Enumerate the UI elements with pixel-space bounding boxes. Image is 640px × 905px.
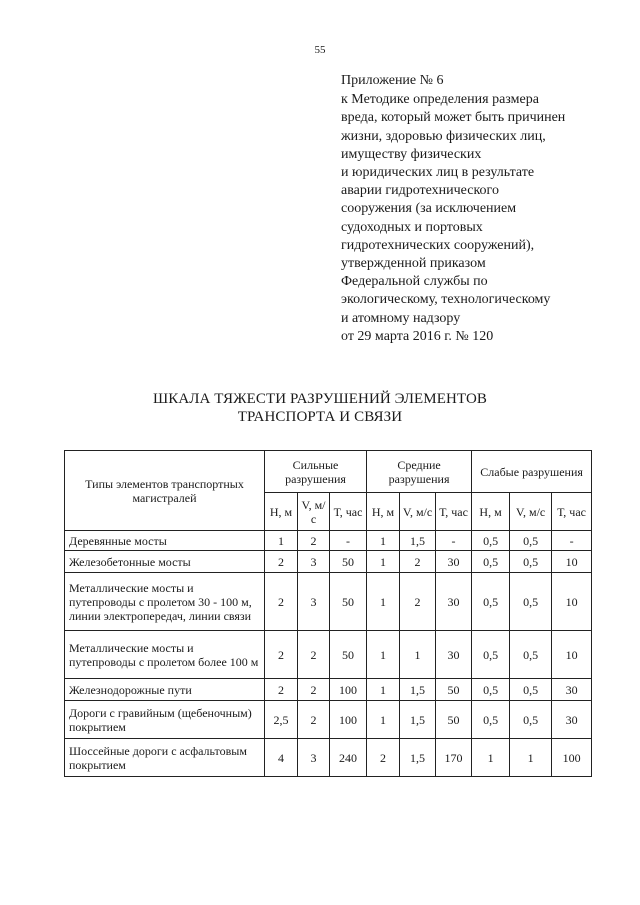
- cell-value: 0,5: [472, 531, 510, 551]
- appendix-line: и атомному надзору: [341, 310, 461, 326]
- subheader-time: Т, час: [330, 493, 367, 531]
- cell-value: 0,5: [472, 573, 510, 631]
- cell-value: 50: [330, 573, 367, 631]
- cell-value: 0,5: [472, 631, 510, 679]
- group-header-weak: Слабые разрушения: [472, 451, 592, 493]
- cell-value: 1: [367, 573, 400, 631]
- row-name: Металлические мосты и путепроводы с пролетом более 100 м: [65, 631, 265, 679]
- row-name: Железнодорожные пути: [65, 679, 265, 701]
- cell-value: 1: [367, 701, 400, 739]
- subheader-time: Т, час: [436, 493, 472, 531]
- cell-value: 1,5: [400, 739, 436, 777]
- appendix-line: экологическому, технологическому: [341, 292, 551, 308]
- row-name: Дороги с гравийным (щебеночным) покрытием: [65, 701, 265, 739]
- cell-value: 240: [330, 739, 367, 777]
- cell-value: 2: [400, 573, 436, 631]
- cell-value: 2: [298, 701, 330, 739]
- cell-value: 50: [436, 701, 472, 739]
- table-row: [65, 679, 592, 701]
- row-name: Шоссейные дороги с асфальтовым покрытием: [65, 739, 265, 777]
- cell-value: 1: [367, 631, 400, 679]
- column-header-types: Типы элементов транспортных магистралей: [65, 451, 265, 531]
- table-row: [65, 573, 592, 631]
- page-number: 55: [314, 44, 326, 56]
- appendix-line: Приложение № 6: [341, 73, 444, 88]
- appendix-line: утвержденной приказом: [341, 256, 486, 272]
- cell-value: 100: [552, 739, 592, 777]
- cell-value: 1,5: [400, 679, 436, 701]
- cell-value: 1,5: [400, 531, 436, 551]
- cell-value: 1,5: [400, 701, 436, 739]
- cell-value: -: [552, 531, 592, 551]
- cell-value: 2: [400, 551, 436, 573]
- cell-value: 30: [552, 679, 592, 701]
- cell-value: 30: [436, 573, 472, 631]
- cell-value: 4: [265, 739, 298, 777]
- cell-value: 0,5: [510, 701, 552, 739]
- appendix-line: судоходных и портовых: [341, 219, 483, 235]
- cell-value: 1: [367, 531, 400, 551]
- subheader-height: Н, м: [367, 493, 400, 531]
- table-row: [65, 701, 592, 739]
- document-title: [0, 390, 640, 426]
- cell-value: 100: [330, 679, 367, 701]
- cell-value: 2: [265, 573, 298, 631]
- appendix-line: жизни, здоровью физических лиц,: [341, 128, 546, 144]
- cell-value: 0,5: [472, 679, 510, 701]
- appendix-line: имуществу физических: [341, 146, 482, 162]
- table-row: [65, 551, 592, 573]
- cell-value: 3: [298, 573, 330, 631]
- cell-value: -: [330, 531, 367, 551]
- table-row: [65, 531, 592, 551]
- cell-value: 2: [265, 551, 298, 573]
- cell-value: 2: [265, 631, 298, 679]
- cell-value: -: [436, 531, 472, 551]
- group-header-medium: Средние разрушения: [367, 451, 472, 493]
- cell-value: 2: [298, 531, 330, 551]
- cell-value: 0,5: [510, 631, 552, 679]
- cell-value: 2: [298, 631, 330, 679]
- row-name: Деревянные мосты: [65, 531, 265, 551]
- title-line-2: ТРАНСПОРТА И СВЯЗИ: [237, 409, 403, 425]
- appendix-line: сооружения (за исключением: [341, 201, 517, 217]
- cell-value: 1: [367, 551, 400, 573]
- cell-value: 1: [367, 679, 400, 701]
- cell-value: 1: [472, 739, 510, 777]
- cell-value: 30: [436, 551, 472, 573]
- cell-value: 0,5: [510, 551, 552, 573]
- cell-value: 50: [330, 631, 367, 679]
- appendix-line: гидротехнических сооружений),: [341, 237, 535, 253]
- cell-value: 170: [436, 739, 472, 777]
- subheader-time: Т, час: [552, 493, 592, 531]
- row-name: Металлические мосты и путепроводы с пролетом 30 - 100 м, линии электропередач, линии связи: [65, 573, 265, 631]
- group-header-strong: Сильные разрушения: [265, 451, 367, 493]
- cell-value: 0,5: [510, 531, 552, 551]
- appendix-line: Федеральной службы по: [341, 274, 488, 290]
- appendix-line: аварии гидротехнического: [341, 183, 499, 199]
- cell-value: 100: [330, 701, 367, 739]
- subheader-height: Н, м: [265, 493, 298, 531]
- appendix-header: [341, 72, 611, 346]
- cell-value: 10: [552, 631, 592, 679]
- table-row: [65, 631, 592, 679]
- cell-value: 0,5: [510, 679, 552, 701]
- cell-value: 50: [436, 679, 472, 701]
- cell-value: 2: [367, 739, 400, 777]
- cell-value: 0,5: [472, 551, 510, 573]
- cell-value: 2,5: [265, 701, 298, 739]
- appendix-line: к Методике определения размера: [341, 92, 539, 108]
- cell-value: 10: [552, 573, 592, 631]
- cell-value: 2: [265, 679, 298, 701]
- subheader-height: Н, м: [472, 493, 510, 531]
- cell-value: 3: [298, 551, 330, 573]
- cell-value: 30: [552, 701, 592, 739]
- cell-value: 10: [552, 551, 592, 573]
- cell-value: 1: [510, 739, 552, 777]
- appendix-line: от 29 марта 2016 г. № 120: [341, 328, 494, 344]
- appendix-line: и юридических лиц в результате: [341, 165, 535, 181]
- cell-value: 2: [298, 679, 330, 701]
- cell-value: 50: [330, 551, 367, 573]
- row-name: Железобетонные мосты: [65, 551, 265, 573]
- damage-scale-table: [64, 450, 592, 777]
- subheader-velocity: V, м/с: [510, 493, 552, 531]
- title-line-1: ШКАЛА ТЯЖЕСТИ РАЗРУШЕНИЙ ЭЛЕМЕНТОВ: [152, 391, 488, 407]
- cell-value: 1: [265, 531, 298, 551]
- cell-value: 1: [400, 631, 436, 679]
- cell-value: 0,5: [472, 701, 510, 739]
- cell-value: 0,5: [510, 573, 552, 631]
- table-header-row: [65, 451, 592, 493]
- table-row: [65, 739, 592, 777]
- cell-value: 3: [298, 739, 330, 777]
- appendix-line: вреда, который может быть причинен: [341, 110, 566, 126]
- cell-value: 30: [436, 631, 472, 679]
- subheader-velocity: V, м/с: [400, 493, 436, 531]
- subheader-velocity: V, м/с: [298, 493, 330, 531]
